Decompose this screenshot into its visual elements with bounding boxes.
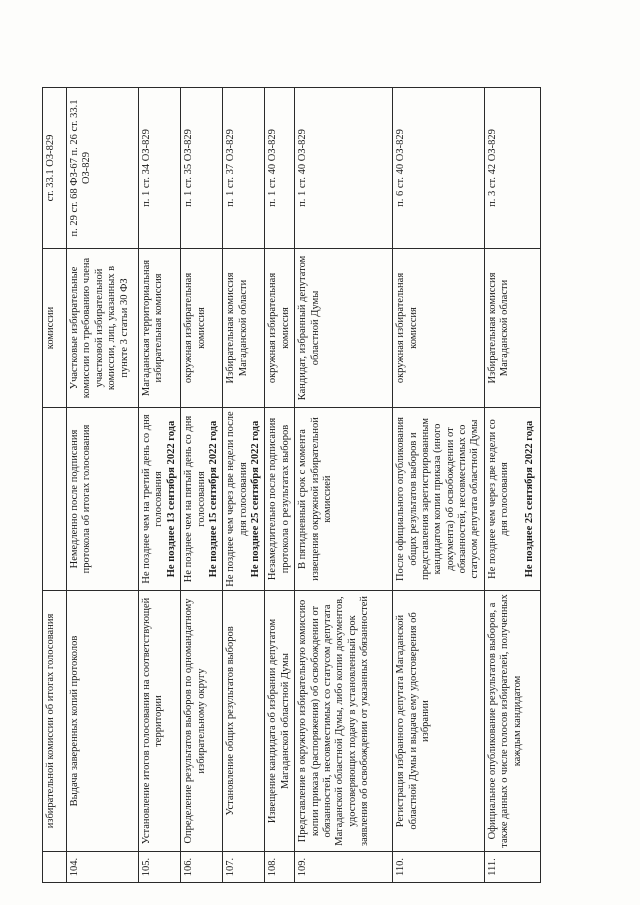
event-cell: Извещение кандидата об избрании депутатом Магаданской областной Думы <box>265 591 295 852</box>
event-cell: избирательной комиссии об итогах голосования <box>43 591 67 852</box>
responsible-cell: окружная избирательная комиссия <box>265 249 295 408</box>
event-cell: Представление в окружную избирательную комиссию копии приказа (распоряжения) об освобождении от обязанностей, несовместимых со статусом депутата Магаданской областной Думы, либо копии документов, удостоверяющих подачу в установленный срок заявления об освобождении от указанных обязанностей <box>295 591 393 852</box>
deadline-date: Не позднее 13 сентября 2022 года <box>165 420 177 578</box>
table-row <box>265 88 295 883</box>
deadline-cell <box>181 408 223 591</box>
responsible-cell: Участковые избирательные комиссии по требованию члена участковой избирательной комиссии, лиц, указанных в пункте 3 статьи 30 ФЗ <box>67 249 139 408</box>
deadline-cell: Немедленно после подписания протокола об итогах голосования <box>67 408 139 591</box>
responsible-cell: комиссии <box>43 249 67 408</box>
row-number: 104. <box>67 852 139 883</box>
row-number <box>43 852 67 883</box>
deadline-cell <box>484 408 540 591</box>
event-cell: Установление общих результатов выборов <box>223 591 265 852</box>
deadline-cell: В пятидневный срок с момента извещения окружной избирательной комиссией <box>295 408 393 591</box>
deadline-text: Не позднее чем на третий день со дня голосования <box>141 414 165 584</box>
event-cell: Выдача заверенных копий протоколов <box>67 591 139 852</box>
deadline-cell <box>223 408 265 591</box>
table-row <box>67 88 139 883</box>
deadline-cell: Незамедлительно после подписания протокола о результатах выборов <box>265 408 295 591</box>
responsible-cell: Магаданская территориальная избирательная комиссия <box>139 249 181 408</box>
reference-cell: п. 3 ст. 42 ОЗ-829 <box>484 88 540 249</box>
row-number: 111. <box>484 852 540 883</box>
responsible-cell: окружная избирательная комиссия <box>393 249 485 408</box>
table-row <box>393 88 485 883</box>
table-row <box>484 88 540 883</box>
event-cell: Определение результатов выборов по одномандатному избирательному округу <box>181 591 223 852</box>
reference-cell: п. 1 ст. 40 ОЗ-829 <box>295 88 393 249</box>
reference-cell: п. 6 ст. 40 ОЗ-829 <box>393 88 485 249</box>
deadline-date: Не позднее 15 сентября 2022 года <box>207 420 219 578</box>
deadline-text: Не позднее чем через две недели после дня голосования <box>225 411 249 587</box>
table-row <box>181 88 223 883</box>
reference-cell: ст. 33.1 ОЗ-829 <box>43 88 67 249</box>
event-cell: Официальное опубликование результатов выборов, а также данных о числе голосов избирателей, полученных каждым кандидатом <box>484 591 540 852</box>
table-row <box>223 88 265 883</box>
row-number: 110. <box>393 852 485 883</box>
responsible-cell: Избирательная комиссия Магаданской области <box>223 249 265 408</box>
responsible-cell: Избирательная комиссия Магаданской области <box>484 249 540 408</box>
responsible-cell: окружная избирательная комиссия <box>181 249 223 408</box>
event-cell: Установление итогов голосования на соответствующей территории <box>139 591 181 852</box>
row-number: 106. <box>181 852 223 883</box>
row-number: 107. <box>223 852 265 883</box>
table-row <box>43 88 67 883</box>
deadline-cell <box>43 408 67 591</box>
reference-cell: п. 1 ст. 34 ОЗ-829 <box>139 88 181 249</box>
table-row <box>295 88 393 883</box>
deadline-text: Не позднее чем на пятый день со дня голосования <box>183 415 207 583</box>
schedule-table <box>42 87 541 883</box>
table-row <box>139 88 181 883</box>
event-cell: Регистрация избранного депутата Магаданской областной Думы и выдача ему удостоверения об избрании <box>393 591 485 852</box>
row-number: 108. <box>265 852 295 883</box>
deadline-date: Не позднее 25 сентября 2022 года <box>250 420 261 578</box>
responsible-cell: Кандидат, избранный депутатом областной Думы <box>295 249 393 408</box>
deadline-text: Не позднее чем через две недели со дня голосования <box>486 419 511 579</box>
row-number: 109. <box>295 852 393 883</box>
deadline-date: Не позднее 25 сентября 2022 года <box>523 420 535 578</box>
row-number: 105. <box>139 852 181 883</box>
reference-cell: п. 1 ст. 35 ОЗ-829 <box>181 88 223 249</box>
deadline-cell <box>139 408 181 591</box>
reference-cell: п. 1 ст. 40 ОЗ-829 <box>265 88 295 249</box>
reference-cell: п. 29 ст. 68 ФЗ-67 п. 26 ст. 33.1 ОЗ-829 <box>67 88 139 249</box>
deadline-cell: После официального опубликования общих результатов выборов и представления зарегистрированным кандидатом копии приказа (иного документа) об освобождении от обязанностей, несовместимых со статусом депутата областной Думы <box>393 408 485 591</box>
reference-cell: п. 1 ст. 37 ОЗ-829 <box>223 88 265 249</box>
